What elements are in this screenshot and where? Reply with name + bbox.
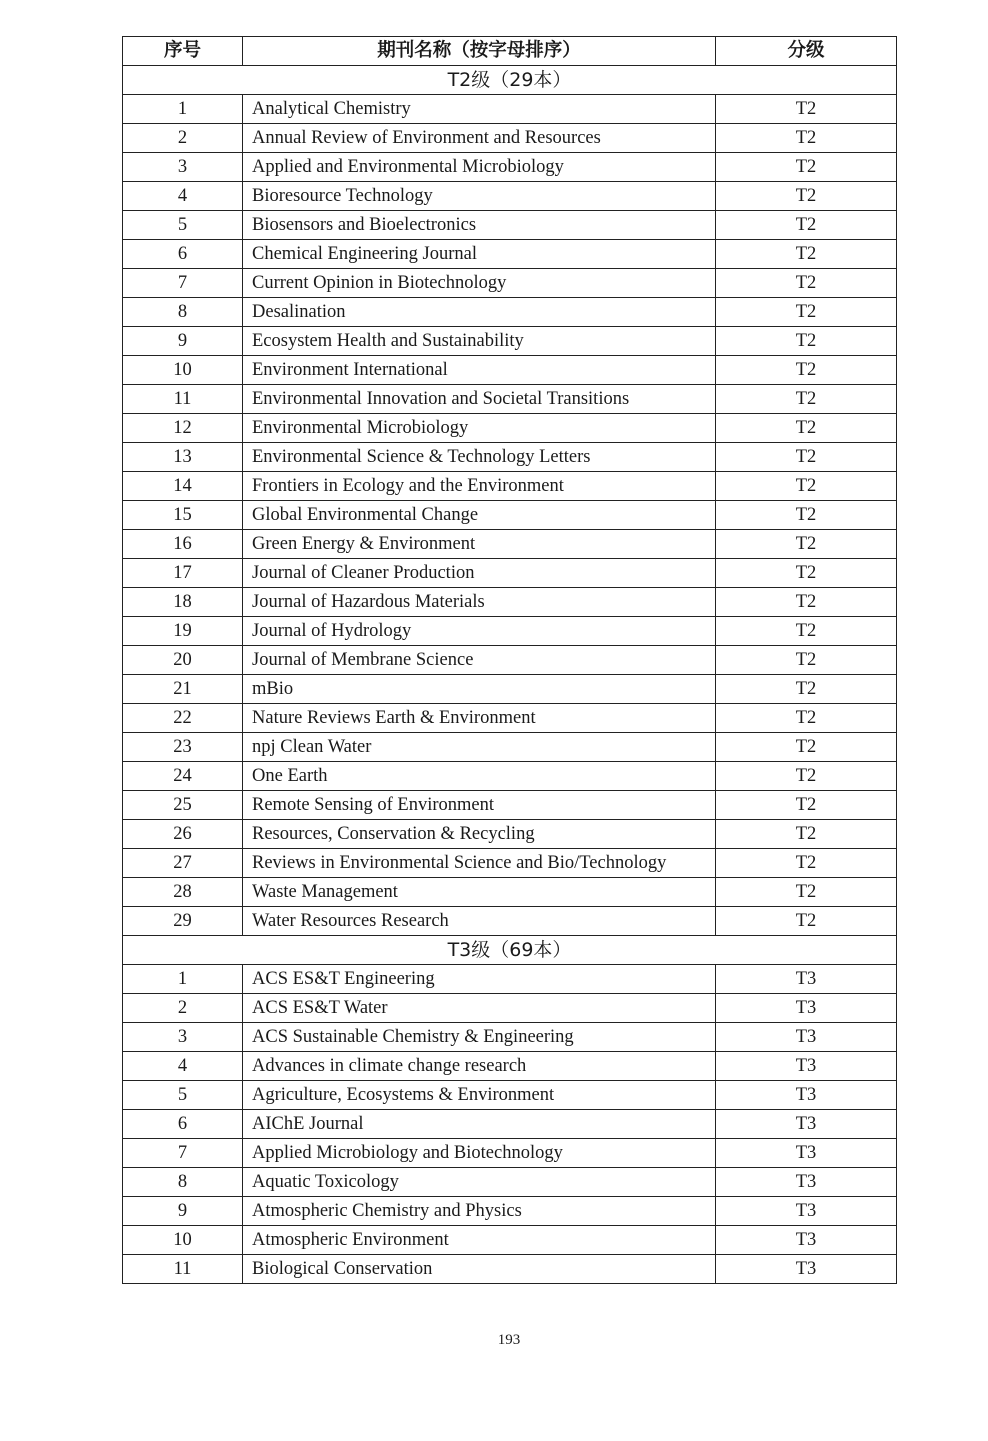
row-number: 7 [123,269,243,298]
journal-grade: T2 [716,298,897,327]
journal-grade: T2 [716,269,897,298]
journal-grade: T2 [716,414,897,443]
journal-name: Frontiers in Ecology and the Environment [243,472,716,501]
journal-name: Agriculture, Ecosystems & Environment [243,1081,716,1110]
journal-grade: T2 [716,704,897,733]
journal-grade: T2 [716,472,897,501]
journal-name: Aquatic Toxicology [243,1168,716,1197]
journal-grade: T2 [716,878,897,907]
row-number: 6 [123,1110,243,1139]
table-row [123,1023,897,1052]
journal-name: Atmospheric Environment [243,1226,716,1255]
table-row [123,211,897,240]
journal-name: Advances in climate change research [243,1052,716,1081]
journal-name: Applied and Environmental Microbiology [243,153,716,182]
journal-grade: T2 [716,182,897,211]
table-row [123,385,897,414]
journal-name: Environment International [243,356,716,385]
row-number: 1 [123,965,243,994]
row-number: 10 [123,1226,243,1255]
journal-name: Journal of Cleaner Production [243,559,716,588]
journal-name: Applied Microbiology and Biotechnology [243,1139,716,1168]
row-number: 17 [123,559,243,588]
table-row [123,530,897,559]
journal-grade: T2 [716,588,897,617]
table-row [123,356,897,385]
journal-grade: T2 [716,907,897,936]
header-name: 期刊名称（按字母排序） [243,37,716,66]
journal-name: Current Opinion in Biotechnology [243,269,716,298]
journal-grade: T2 [716,791,897,820]
row-number: 28 [123,878,243,907]
journal-name: Desalination [243,298,716,327]
table-row [123,1052,897,1081]
table-row [123,1110,897,1139]
journal-grade: T3 [716,1023,897,1052]
section-row [123,66,897,95]
journal-name: Reviews in Environmental Science and Bio/Technology [243,849,716,878]
journal-name: Water Resources Research [243,907,716,936]
journal-grade: T2 [716,849,897,878]
table-row [123,1139,897,1168]
table-row [123,298,897,327]
journal-name: Journal of Hydrology [243,617,716,646]
table-row [123,472,897,501]
row-number: 16 [123,530,243,559]
row-number: 7 [123,1139,243,1168]
row-number: 4 [123,182,243,211]
journal-grade: T2 [716,646,897,675]
journal-grade: T2 [716,443,897,472]
journal-grade: T2 [716,327,897,356]
row-number: 5 [123,211,243,240]
journal-grade: T2 [716,356,897,385]
journal-grade: T2 [716,762,897,791]
header-grade: 分级 [716,37,897,66]
journal-grade: T2 [716,675,897,704]
table-row [123,994,897,1023]
table-row [123,733,897,762]
row-number: 6 [123,240,243,269]
table-row [123,182,897,211]
journal-name: npj Clean Water [243,733,716,762]
journal-name: Green Energy & Environment [243,530,716,559]
table-row [123,1197,897,1226]
row-number: 29 [123,907,243,936]
row-number: 3 [123,153,243,182]
journal-grade: T2 [716,733,897,762]
table-row [123,269,897,298]
table-row [123,1255,897,1284]
journal-name: Environmental Science & Technology Letters [243,443,716,472]
journal-grade: T2 [716,153,897,182]
table-row [123,791,897,820]
journal-grade: T2 [716,124,897,153]
row-number: 25 [123,791,243,820]
journal-name: Journal of Hazardous Materials [243,588,716,617]
row-number: 21 [123,675,243,704]
journal-name: ACS ES&T Engineering [243,965,716,994]
journal-grade: T3 [716,994,897,1023]
journal-grade: T3 [716,1255,897,1284]
row-number: 15 [123,501,243,530]
journal-grade: T2 [716,211,897,240]
row-number: 14 [123,472,243,501]
header-row [123,37,897,66]
row-number: 1 [123,95,243,124]
journal-name: AIChE Journal [243,1110,716,1139]
row-number: 23 [123,733,243,762]
journal-name: Global Environmental Change [243,501,716,530]
journal-name: Biological Conservation [243,1255,716,1284]
row-number: 19 [123,617,243,646]
row-number: 26 [123,820,243,849]
table-row [123,617,897,646]
row-number: 2 [123,124,243,153]
table-row [123,414,897,443]
table-row [123,501,897,530]
table-row [123,907,897,936]
journal-grade: T3 [716,1052,897,1081]
row-number: 9 [123,327,243,356]
journal-name: Remote Sensing of Environment [243,791,716,820]
row-number: 9 [123,1197,243,1226]
table-row [123,1168,897,1197]
table-row [123,559,897,588]
row-number: 18 [123,588,243,617]
row-number: 11 [123,1255,243,1284]
journal-name: Journal of Membrane Science [243,646,716,675]
row-number: 27 [123,849,243,878]
row-number: 8 [123,1168,243,1197]
journal-name: ACS Sustainable Chemistry & Engineering [243,1023,716,1052]
journal-grade: T2 [716,617,897,646]
journal-grade: T2 [716,530,897,559]
table-row [123,327,897,356]
journal-name: Nature Reviews Earth & Environment [243,704,716,733]
journal-grade: T2 [716,559,897,588]
journal-name: One Earth [243,762,716,791]
table-row [123,124,897,153]
journal-grade: T2 [716,820,897,849]
journal-grade: T3 [716,1081,897,1110]
journal-name: Biosensors and Bioelectronics [243,211,716,240]
journal-grade: T2 [716,240,897,269]
table-row [123,153,897,182]
table-row [123,646,897,675]
table-row [123,240,897,269]
journal-grade: T2 [716,501,897,530]
journal-name: Analytical Chemistry [243,95,716,124]
row-number: 12 [123,414,243,443]
section-title: T2级（29本） [123,66,897,95]
row-number: 24 [123,762,243,791]
table-row [123,1226,897,1255]
journal-name: Environmental Innovation and Societal Transitions [243,385,716,414]
row-number: 20 [123,646,243,675]
journal-name: Resources, Conservation & Recycling [243,820,716,849]
table-row [123,849,897,878]
journal-name: Chemical Engineering Journal [243,240,716,269]
journal-grade: T3 [716,1168,897,1197]
row-number: 8 [123,298,243,327]
table-row [123,878,897,907]
table-row [123,443,897,472]
table-row [123,820,897,849]
table-row [123,762,897,791]
row-number: 11 [123,385,243,414]
journal-name: Atmospheric Chemistry and Physics [243,1197,716,1226]
row-number: 22 [123,704,243,733]
journal-name: Ecosystem Health and Sustainability [243,327,716,356]
journal-grade: T3 [716,1226,897,1255]
row-number: 13 [123,443,243,472]
table-row [123,588,897,617]
journal-grade: T3 [716,1139,897,1168]
journal-grade: T3 [716,1110,897,1139]
journal-grade: T2 [716,385,897,414]
row-number: 10 [123,356,243,385]
header-no: 序号 [123,37,243,66]
table-row [123,675,897,704]
journal-name: Environmental Microbiology [243,414,716,443]
journal-name: ACS ES&T Water [243,994,716,1023]
table-row [123,965,897,994]
row-number: 5 [123,1081,243,1110]
journal-name: Waste Management [243,878,716,907]
table-row [123,704,897,733]
journal-grade: T3 [716,965,897,994]
page-number: 193 [497,1332,521,1348]
section-title: T3级（69本） [123,936,897,965]
table-row [123,95,897,124]
row-number: 2 [123,994,243,1023]
journal-grade: T3 [716,1197,897,1226]
journal-grade: T2 [716,95,897,124]
table-row [123,1081,897,1110]
journal-name: mBio [243,675,716,704]
journal-name: Annual Review of Environment and Resources [243,124,716,153]
row-number: 4 [123,1052,243,1081]
row-number: 3 [123,1023,243,1052]
table-body [123,66,897,1284]
journal-table [122,36,897,1284]
section-row [123,936,897,965]
journal-name: Bioresource Technology [243,182,716,211]
